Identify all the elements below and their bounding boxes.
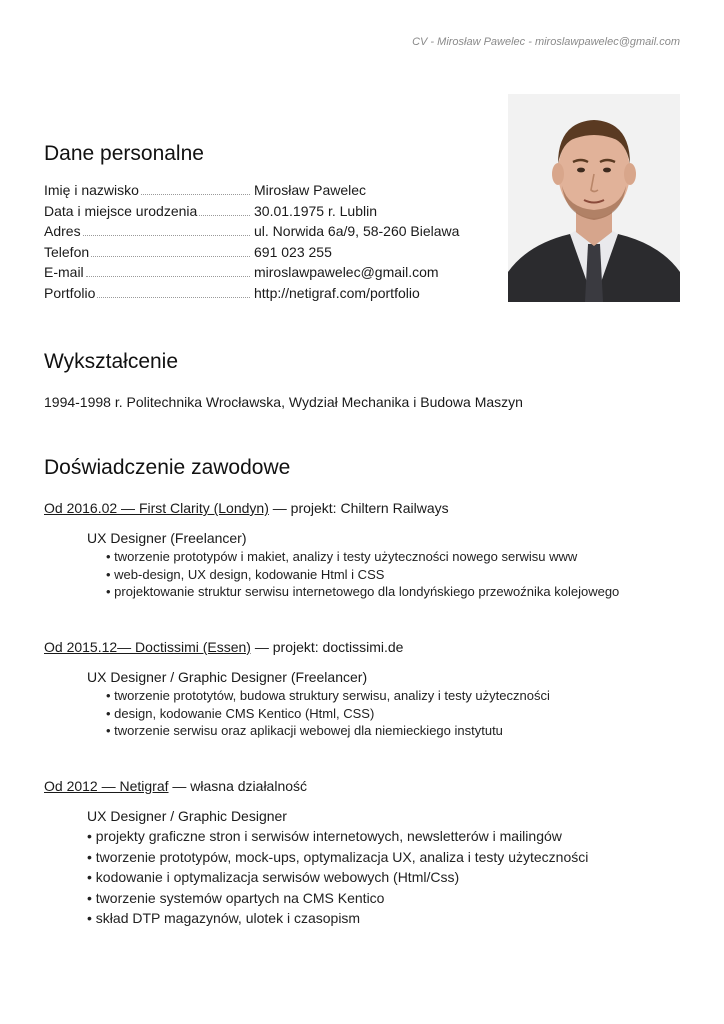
list-item: • tworzenie systemów opartych na CMS Kentico bbox=[87, 888, 684, 909]
list-item: • tworzenie serwisu oraz aplikacji webowej dla niemieckiego instytutu bbox=[106, 722, 684, 740]
personal-label: Adres bbox=[44, 223, 81, 240]
job-entry-netigraf bbox=[44, 778, 684, 929]
personal-value: miroslawpawelec@gmail.com bbox=[254, 264, 439, 281]
list-item: • web-design, UX design, kodowanie Html i CSS bbox=[106, 566, 684, 584]
personal-label: Imię i nazwisko bbox=[44, 182, 139, 198]
personal-row-birth bbox=[44, 203, 484, 224]
section-title-personal: Dane personalne bbox=[44, 142, 204, 165]
job-entry-first-clarity bbox=[44, 500, 684, 601]
education-entry: 1994-1998 r. Politechnika Wrocławska, Wydział Mechanika i Budowa Maszyn bbox=[44, 394, 523, 410]
job-project: — projekt: doctissimi.de bbox=[250, 639, 404, 655]
job-duties bbox=[106, 687, 684, 740]
job-project: — własna działalność bbox=[168, 778, 308, 794]
dot-leader bbox=[83, 235, 250, 236]
personal-label: Data i miejsce urodzenia bbox=[44, 202, 198, 219]
dot-leader bbox=[97, 297, 250, 298]
list-item: • tworzenie prototypów i makiet, analizy i testy użyteczności nowego serwisu www bbox=[106, 548, 684, 566]
personal-row-email bbox=[44, 264, 484, 285]
section-title-education: Wykształcenie bbox=[44, 350, 179, 373]
job-project: — projekt: Chiltern Railways bbox=[268, 500, 449, 516]
personal-row-portfolio bbox=[44, 285, 484, 306]
list-item: • skład DTP magazynów, ulotek i czasopism bbox=[87, 908, 684, 929]
personal-label: E-mail bbox=[44, 264, 84, 281]
job-role: UX Designer (Freelancer) bbox=[87, 530, 247, 546]
personal-value: 691 023 255 bbox=[254, 243, 332, 260]
personal-data-table bbox=[44, 182, 484, 306]
list-item: • projektowanie struktur serwisu internetowego dla londyńskiego przewoźnika kolejowego bbox=[106, 583, 684, 601]
list-item: • kodowanie i optymalizacja serwisów webowych (Html/Css) bbox=[87, 867, 684, 888]
dot-leader bbox=[86, 276, 250, 277]
dot-leader bbox=[91, 256, 250, 257]
job-heading bbox=[44, 639, 684, 655]
job-duties bbox=[87, 826, 684, 929]
personal-label: Portfolio bbox=[44, 284, 96, 301]
job-company: Od 2012 — Netigraf bbox=[44, 778, 169, 794]
job-company: Od 2015.12— Doctissimi (Essen) bbox=[44, 639, 251, 655]
dot-leader bbox=[199, 215, 250, 216]
job-role: UX Designer / Graphic Designer (Freelancer) bbox=[87, 669, 368, 685]
list-item: • tworzenie prototytów, budowa struktury serwisu, analizy i testy użyteczności bbox=[106, 687, 684, 705]
personal-row-name bbox=[44, 182, 484, 203]
personal-value: http://netigraf.com/portfolio bbox=[254, 284, 420, 301]
personal-value: 30.01.1975 r. Lublin bbox=[254, 202, 377, 219]
job-role: UX Designer / Graphic Designer bbox=[87, 808, 287, 824]
profile-photo bbox=[508, 94, 680, 302]
dot-leader bbox=[141, 194, 250, 195]
list-item: • tworzenie prototypów, mock-ups, optymalizacja UX, analiza i testy użyteczności bbox=[87, 847, 684, 868]
job-heading bbox=[44, 500, 684, 516]
personal-row-phone bbox=[44, 244, 484, 265]
personal-row-address bbox=[44, 223, 484, 244]
personal-value: ul. Norwida 6a/9, 58-260 Bielawa bbox=[254, 223, 460, 240]
list-item: • projekty graficzne stron i serwisów internetowych, newsletterów i mailingów bbox=[87, 826, 684, 847]
document-header: CV - Mirosław Pawelec - miroslawpawelec@gmail.com bbox=[412, 36, 680, 48]
personal-value: Mirosław Pawelec bbox=[254, 182, 367, 198]
job-entry-doctissimi bbox=[44, 639, 684, 740]
section-title-experience: Doświadczenie zawodowe bbox=[44, 456, 291, 479]
list-item: • design, kodowanie CMS Kentico (Html, CSS) bbox=[106, 705, 684, 723]
job-duties bbox=[106, 548, 684, 601]
job-heading bbox=[44, 778, 684, 794]
job-company: Od 2016.02 — First Clarity (Londyn) bbox=[44, 500, 269, 516]
personal-label: Telefon bbox=[44, 243, 90, 260]
